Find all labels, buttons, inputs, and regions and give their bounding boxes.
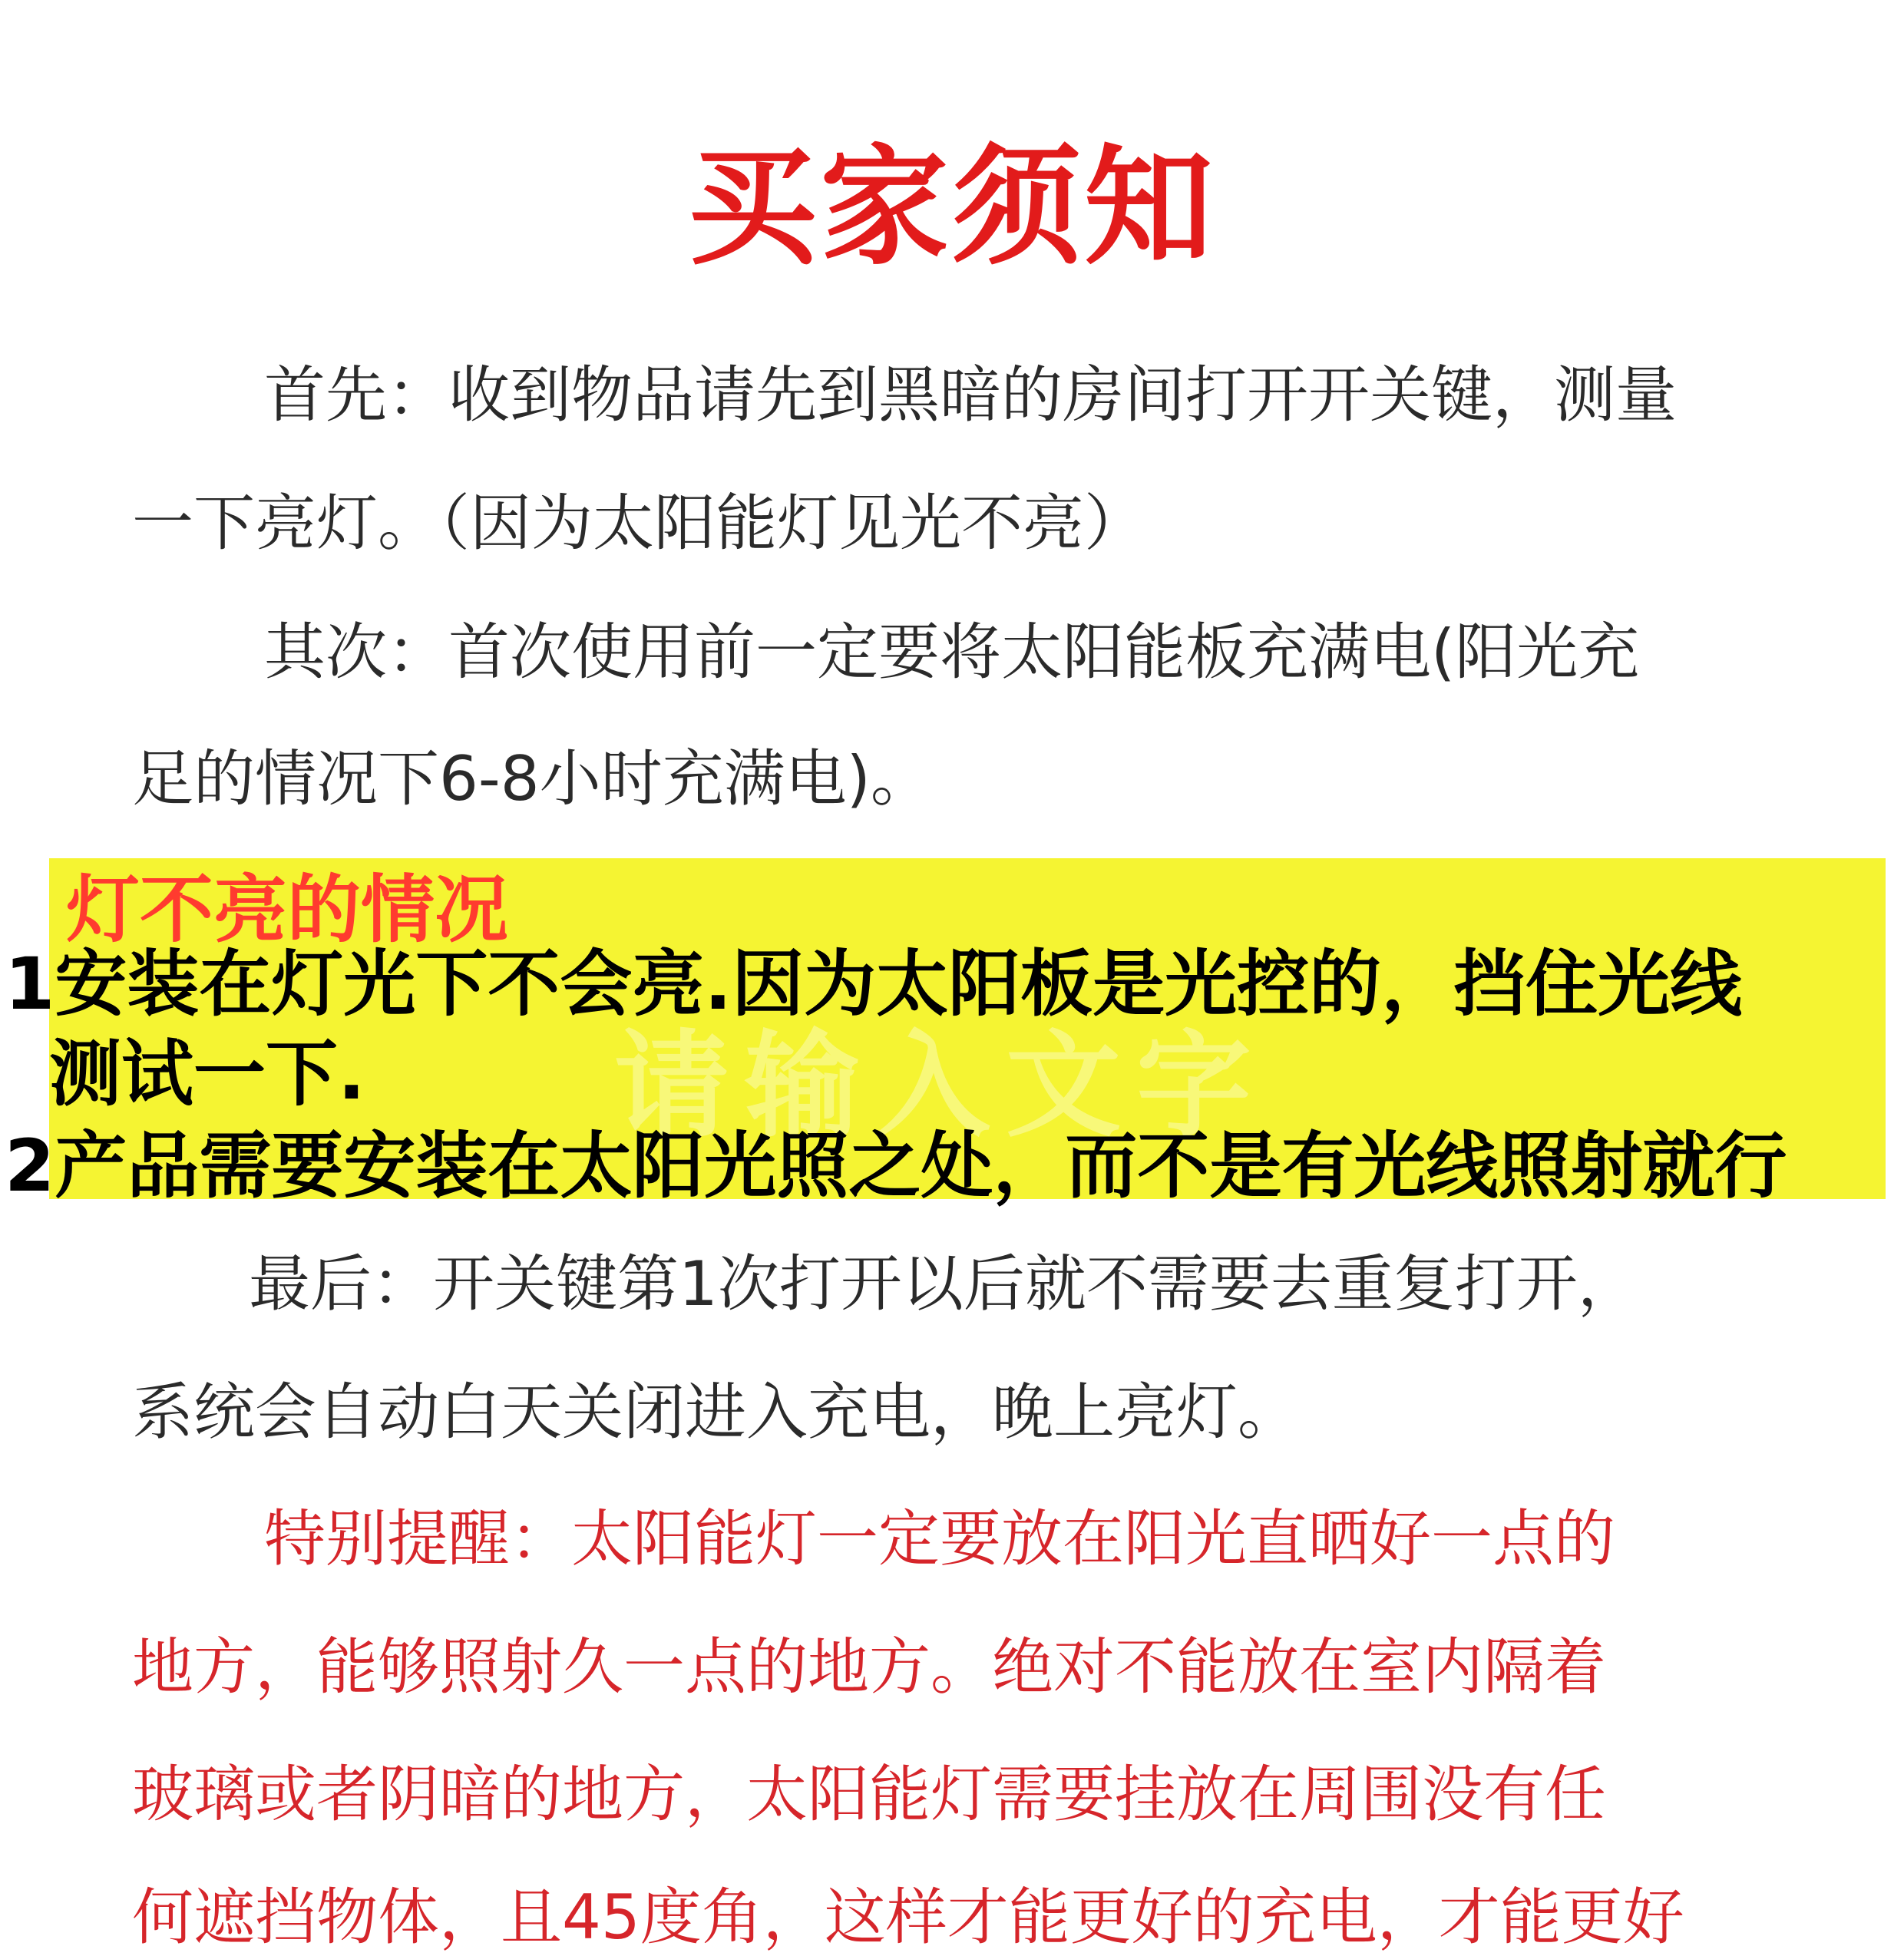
highlight-item-1-line-1: 1安装在灯光下不会亮.因为太阳板是光控的，挡住光线: [5, 943, 1743, 1026]
paragraph-last-line-2: 系统会自动白天关闭进入充电，晚上亮灯。: [132, 1376, 1299, 1448]
special-reminder-line-1: 特别提醒：太阳能灯一定要放在阳光直晒好一点的: [264, 1503, 1615, 1574]
paragraph-second-line-2: 足的情况下6-8小时充满电)。: [132, 743, 932, 814]
paragraph-second-line-1: 其次：首次使用前一定要将太阳能板充满电(阳光充: [264, 616, 1640, 688]
highlight-heading: 灯不亮的情况: [66, 867, 508, 953]
special-reminder-line-4: 何遮挡物体，且45度角，这样才能更好的充电，才能更好: [132, 1882, 1684, 1953]
paragraph-first-line-2: 一下亮灯。（因为太阳能灯见光不亮）: [132, 487, 1145, 559]
paragraph-first-line-1: 首先：收到物品请先到黑暗的房间打开开关键，测量: [264, 359, 1677, 431]
watermark-text: 请输入文字: [614, 1019, 1268, 1153]
highlight-item-1-line-2: 测试一下.: [49, 1033, 365, 1116]
page-title: 买家须知: [688, 132, 1216, 282]
special-reminder-line-2: 地方，能够照射久一点的地方。绝对不能放在室内隔着: [132, 1631, 1606, 1703]
highlight-item-2-line-1: 2产品需要安装在太阳光照之处，而不是有光线照射就行: [5, 1125, 1787, 1208]
special-reminder-line-3: 玻璃或者阴暗的地方，太阳能灯需要挂放在周围没有任: [132, 1759, 1606, 1830]
paragraph-last-line-1: 最后：开关键第1次打开以后就不需要去重复打开，: [249, 1248, 1639, 1320]
